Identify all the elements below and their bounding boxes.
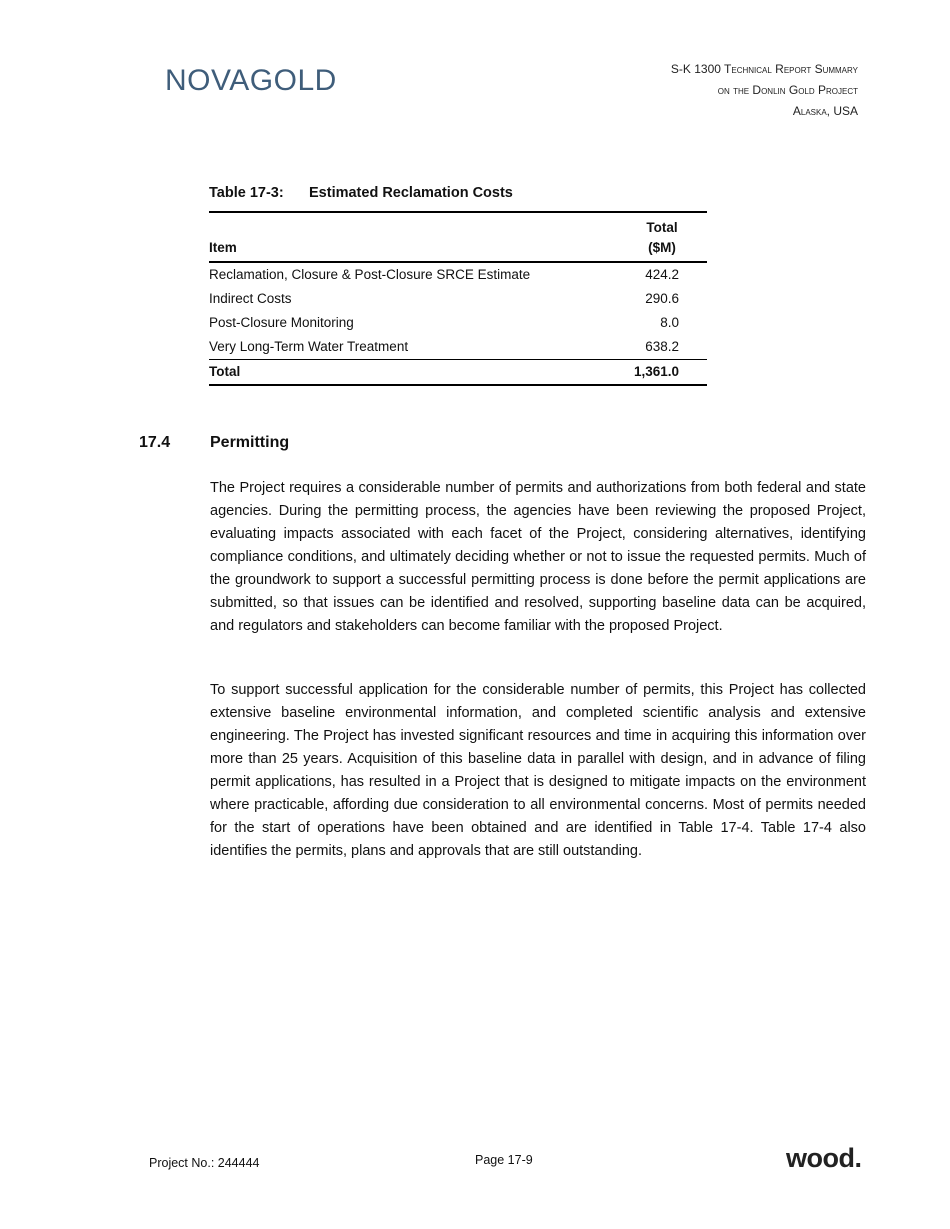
report-header	[671, 59, 858, 122]
page-number: Page 17-9	[475, 1153, 533, 1167]
table-caption	[209, 185, 513, 201]
reclamation-costs-table	[209, 211, 707, 386]
body-paragraph-2: To support successful application for the considerable number of permits, this Project has collected extensive baseline environmental information, and completed scientific analysis and extensive engineering. The Project has invested significant resources and time in acquiring this information over more than 25 years. Acquisition of this baseline data in parallel with design, and in advance of filing permit applications, has resulted in a Project that is designed to mitigate impacts on the environment where practicable, affording due consideration to all environmental concerns. Most of permits needed for the start of operations have been obtained and are identified in Table 17-4. Table 17-4 also identifies the permits, plans and approvals that are still outstanding.	[210, 682, 866, 859]
total-value: 1,361.0	[617, 360, 707, 386]
column-header-item: Item	[209, 212, 617, 262]
report-header-line1: S-K 1300 Technical Report Summary	[670, 62, 858, 76]
column-header-total-line1: Total	[646, 220, 678, 235]
total-label: Total	[209, 360, 617, 386]
novagold-logo-text: NOVAGOLD	[165, 64, 337, 97]
novagold-logo	[165, 64, 337, 98]
table-row	[209, 287, 707, 311]
body-paragraph-1: The Project requires a considerable number of permits and authorizations from both federal and state agencies. During the permitting process, the agencies have been reviewing the proposed Project, evaluating impacts associated with each facet of the Project, considering alternatives, identifying compliance conditions, and ultimately deciding whether or not to issue the requested permits. Much of the groundwork to support a successful permitting process is done before the permit applications are submitted, so that issues can be identified and resolved, supporting baseline data can be acquired, and regulators and stakeholders can become familiar with the proposed Project.	[210, 480, 866, 634]
section-number: 17.4	[139, 434, 171, 451]
table-row	[209, 335, 707, 360]
report-header-line2: on the Donlin Gold Project	[717, 83, 858, 97]
table-total-row	[209, 360, 707, 386]
row-item: Reclamation, Closure & Post-Closure SRCE Estimate	[209, 267, 531, 282]
table-row	[209, 262, 707, 287]
project-number: Project No.: 244444	[149, 1156, 260, 1170]
row-value: 424.2	[645, 267, 679, 282]
wood-logo: wood.	[786, 1143, 862, 1173]
row-item: Post-Closure Monitoring	[209, 315, 354, 330]
row-value: 290.6	[645, 291, 679, 306]
section-title: Permitting	[210, 434, 290, 451]
row-value: 8.0	[660, 315, 679, 330]
table-caption-number: Table 17-3:	[209, 185, 284, 201]
row-value: 638.2	[645, 339, 679, 354]
column-header-total-line2: ($M)	[648, 240, 676, 255]
column-header-total	[617, 212, 707, 262]
table-row	[209, 311, 707, 335]
row-item: Very Long-Term Water Treatment	[209, 339, 409, 354]
table-caption-title: Estimated Reclamation Costs	[309, 185, 513, 201]
report-header-line3: Alaska, USA	[792, 104, 858, 118]
row-item: Indirect Costs	[209, 291, 292, 306]
table-header-row	[209, 212, 707, 262]
